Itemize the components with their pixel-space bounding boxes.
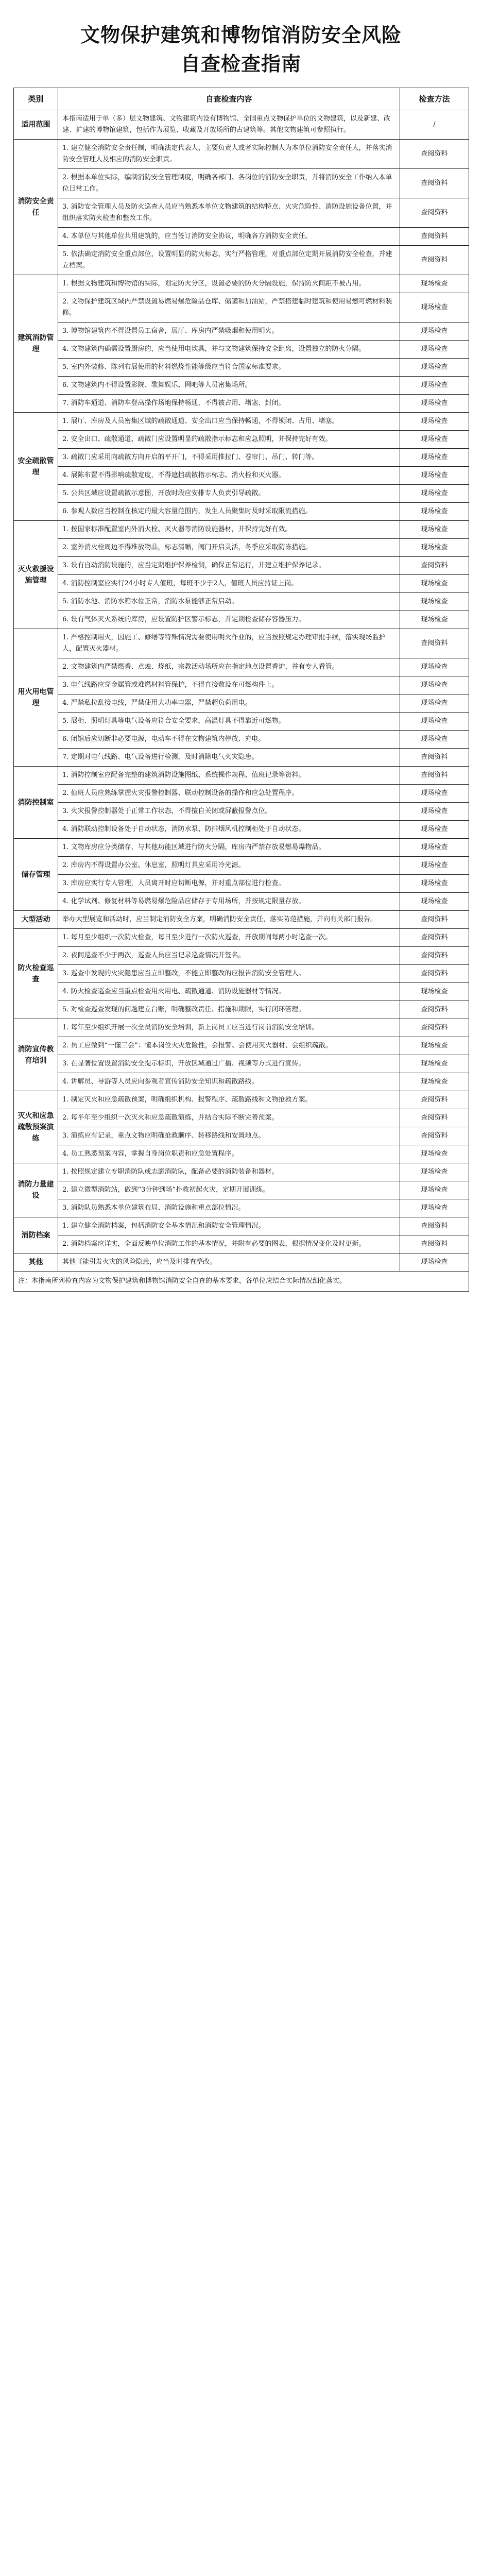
- table-row: [14, 1217, 469, 1235]
- table-row: [14, 1109, 469, 1127]
- check-content-cell: 2. 文物保护建筑区域内严禁设置易燃易爆危险品仓库、储罐和加油站，严禁搭建临时建筑和使用易燃可燃材料装修。: [58, 293, 400, 323]
- table-row: [14, 359, 469, 377]
- check-content-cell: 3. 库房应实行专人管理，人员离开时应切断电源，并对重点部位进行检查。: [58, 875, 400, 893]
- category-cell: 消防宣传教育培训: [14, 1019, 58, 1091]
- check-content-cell: 3. 在显著位置设置消防安全提示标识，开放区域通过广播、视频等方式进行宣传。: [58, 1055, 400, 1073]
- check-method-cell: 查阅资料: [400, 1109, 469, 1127]
- table-row: [14, 1001, 469, 1019]
- check-content-cell: 1. 展厅、库房及人员密集区域的疏散通道、安全出口应当保持畅通，不得锁闭、占用、堵塞。: [58, 413, 400, 431]
- table-row: [14, 875, 469, 893]
- check-method-cell: 现场检查: [400, 658, 469, 676]
- check-method-cell: 查阅资料: [400, 1235, 469, 1253]
- table-row: [14, 275, 469, 293]
- table-row: [14, 539, 469, 557]
- check-method-cell: 查阅资料: [400, 1091, 469, 1109]
- check-content-cell: 5. 消防水池、消防水箱水位正常，消防水泵能够正常启动。: [58, 593, 400, 611]
- check-content-cell: 举办大型展览和活动时，应当制定消防安全方案，明确消防安全责任，落实防范措施，并向有关部门报告。: [58, 911, 400, 929]
- page-title-line-2: 自查检查指南: [180, 52, 301, 75]
- check-content-cell: 4. 消防联动控制设备处于自动状态，消防水泵、防排烟风机控制柜处于自动状态。: [58, 821, 400, 839]
- table-row: [14, 713, 469, 731]
- check-content-cell: 3. 疏散门应采用向疏散方向开启的平开门，不得采用推拉门、卷帘门、吊门、转门等。: [58, 449, 400, 467]
- checklist-table: [13, 88, 469, 1292]
- check-method-cell: 现场检查: [400, 1253, 469, 1272]
- check-content-cell: 1. 按国家标准配置室内外消火栓、灭火器等消防设施器材，并保持完好有效。: [58, 521, 400, 539]
- check-content-cell: 2. 消防档案应详实，全面反映单位消防工作的基本情况，并附有必要的图表，根据情况变化及时更新。: [58, 1235, 400, 1253]
- check-content-cell: 2. 员工应做到“一懂三会”：懂本岗位火灾危险性，会报警、会使用灭火器材、会组织疏散。: [58, 1037, 400, 1055]
- note-text: 注：本指南所列检查内容为文物保护建筑和博物馆消防安全自查的基本要求，各单位应结合实际情况细化落实。: [14, 1272, 469, 1292]
- check-content-cell: 6. 文物建筑内不得设置影院、歌舞娱乐、网吧等人员密集场所。: [58, 377, 400, 395]
- check-method-cell: 现场检查: [400, 377, 469, 395]
- table-row: [14, 1145, 469, 1163]
- check-content-cell: 4. 消防控制室应实行24小时专人值班，每班不少于2人，值班人员应持证上岗。: [58, 575, 400, 593]
- category-cell: 消防控制室: [14, 767, 58, 839]
- category-cell: 灭火救援设施管理: [14, 521, 58, 629]
- category-cell: 消防力量建设: [14, 1163, 58, 1217]
- table-row: [14, 449, 469, 467]
- check-method-cell: /: [400, 110, 469, 140]
- header-content: 自查检查内容: [58, 88, 400, 110]
- check-method-cell: 现场检查: [400, 467, 469, 485]
- table-row: [14, 629, 469, 658]
- check-method-cell: 查阅资料: [400, 911, 469, 929]
- check-method-cell: 现场检查: [400, 341, 469, 359]
- table-row: [14, 395, 469, 413]
- table-row: [14, 1127, 469, 1145]
- check-content-cell: 其他可能引发火灾的风险隐患，应当及时排查整改。: [58, 1253, 400, 1272]
- table-row: [14, 467, 469, 485]
- table-row: [14, 1055, 469, 1073]
- check-content-cell: 1. 每年至少组织开展一次全员消防安全培训，新上岗员工应当进行岗前消防安全培训。: [58, 1019, 400, 1037]
- check-content-cell: 1. 制定灭火和应急疏散预案，明确组织机构、报警程序、疏散路线和文物抢救方案。: [58, 1091, 400, 1109]
- check-content-cell: 4. 讲解员、导游等人员应向参观者宣传消防安全知识和疏散路线。: [58, 1073, 400, 1091]
- table-row: [14, 1253, 469, 1272]
- check-content-cell: 3. 博物馆建筑内不得设置员工宿舍，展厅、库房内严禁吸烟和使用明火。: [58, 323, 400, 341]
- check-content-cell: 3. 演练应有记录，重点文物应明确抢救顺序、转移路线和安置地点。: [58, 1127, 400, 1145]
- table-row: [14, 110, 469, 140]
- check-method-cell: 现场检查: [400, 575, 469, 593]
- check-content-cell: 2. 室外消火栓周边不得堆放物品，标志清晰，阀门开启灵活，冬季应采取防冻措施。: [58, 539, 400, 557]
- check-content-cell: 4. 展陈布置不得影响疏散宽度，不得遮挡疏散指示标志、消火栓和灭火器。: [58, 467, 400, 485]
- table-row: [14, 767, 469, 785]
- check-content-cell: 3. 电气线路应穿金属管或难燃材料管保护，不得直接敷设在可燃构件上。: [58, 676, 400, 694]
- check-content-cell: 2. 夜间巡查不少于两次，巡查人员应当记录巡查情况并签名。: [58, 947, 400, 965]
- table-row: [14, 1019, 469, 1037]
- check-content-cell: 2. 根据本单位实际，编制消防安全管理制度，明确各部门、各岗位的消防安全职责，并将消防安全工作纳入本单位日常工作。: [58, 169, 400, 198]
- table-row: [14, 341, 469, 359]
- page-title: [13, 21, 469, 78]
- check-method-cell: 查阅资料: [400, 169, 469, 198]
- check-method-cell: 现场检查: [400, 1073, 469, 1091]
- check-content-cell: 3. 巡查中发现的火灾隐患应当立即整改，不能立即整改的应报告消防安全管理人。: [58, 965, 400, 983]
- page-title-line-1: 文物保护建筑和博物馆消防安全风险: [80, 23, 402, 46]
- check-content-cell: 5. 展柜、照明灯具等电气设备应符合安全要求，高温灯具不得靠近可燃物。: [58, 713, 400, 731]
- check-method-cell: 现场检查: [400, 1055, 469, 1073]
- table-row: [14, 1163, 469, 1181]
- table-row: [14, 503, 469, 521]
- table-row: [14, 821, 469, 839]
- table-row: [14, 676, 469, 694]
- check-method-cell: 现场检查: [400, 694, 469, 713]
- check-content-cell: 2. 建立微型消防站，做到“3分钟到场”扑救初起火灾，定期开展训练。: [58, 1181, 400, 1199]
- check-method-cell: 现场检查: [400, 395, 469, 413]
- table-row: [14, 575, 469, 593]
- check-content-cell: 2. 库房内不得设置办公室、休息室，照明灯具应采用冷光源。: [58, 857, 400, 875]
- check-method-cell: 现场检查: [400, 713, 469, 731]
- check-method-cell: 现场检查: [400, 785, 469, 803]
- check-method-cell: 查阅资料: [400, 749, 469, 767]
- check-method-cell: 现场检查: [400, 449, 469, 467]
- table-row: [14, 198, 469, 228]
- check-content-cell: 1. 建立健全消防档案，包括消防安全基本情况和消防安全管理情况。: [58, 1217, 400, 1235]
- check-content-cell: 1. 按照规定建立专职消防队或志愿消防队，配备必要的消防装备和器材。: [58, 1163, 400, 1181]
- check-method-cell: 现场检查: [400, 1181, 469, 1199]
- check-method-cell: 现场检查: [400, 1145, 469, 1163]
- table-row: [14, 431, 469, 449]
- table-row: [14, 1235, 469, 1253]
- check-method-cell: 现场检查: [400, 275, 469, 293]
- check-method-cell: 查阅资料: [400, 140, 469, 169]
- table-row: [14, 947, 469, 965]
- table-row: [14, 929, 469, 947]
- check-content-cell: 7. 消防车通道、消防车登高操作场地保持畅通，不得被占用、堵塞、封闭。: [58, 395, 400, 413]
- check-method-cell: 查阅资料: [400, 228, 469, 246]
- table-row: [14, 1199, 469, 1217]
- table-row: [14, 694, 469, 713]
- table-row: [14, 1091, 469, 1109]
- check-method-cell: 查阅资料: [400, 1217, 469, 1235]
- check-method-cell: 查阅资料: [400, 947, 469, 965]
- check-method-cell: 查阅资料: [400, 965, 469, 983]
- check-method-cell: 现场检查: [400, 1037, 469, 1055]
- table-row: [14, 857, 469, 875]
- check-content-cell: 6. 闭馆后应切断非必要电源，电动车不得在文物建筑内停放、充电。: [58, 731, 400, 749]
- table-row: [14, 593, 469, 611]
- check-method-cell: 查阅资料: [400, 557, 469, 575]
- table-row: [14, 521, 469, 539]
- check-method-cell: 现场检查: [400, 521, 469, 539]
- check-method-cell: 现场检查: [400, 359, 469, 377]
- check-content-cell: 4. 化学试剂、修复材料等易燃易爆危险品应储存于专用场所，并按规定限量存放。: [58, 893, 400, 911]
- table-row: [14, 413, 469, 431]
- check-method-cell: 现场检查: [400, 611, 469, 629]
- check-method-cell: 现场检查: [400, 485, 469, 503]
- check-method-cell: 查阅资料: [400, 198, 469, 228]
- table-row: [14, 140, 469, 169]
- category-cell: 储存管理: [14, 839, 58, 911]
- category-cell: 消防档案: [14, 1217, 58, 1253]
- check-content-cell: 6. 参观人数应当控制在核定的最大容量范围内，发生人员聚集时及时采取限流措施。: [58, 503, 400, 521]
- check-content-cell: 5. 依法确定消防安全重点部位，设置明显的防火标志，实行严格管理，对重点部位定期开展消防安全检查，并建立档案。: [58, 246, 400, 275]
- check-method-cell: 查阅资料: [400, 929, 469, 947]
- check-method-cell: 查阅资料: [400, 767, 469, 785]
- check-content-cell: 3. 消防安全管理人员及防火巡查人员应当熟悉本单位文物建筑的结构特点、火灾危险性、消防设施设备位置，并组织落实防火检查和整改工作。: [58, 198, 400, 228]
- category-cell: 安全疏散管理: [14, 413, 58, 521]
- table-row: [14, 839, 469, 857]
- check-method-cell: 查阅资料: [400, 1019, 469, 1037]
- check-method-cell: 现场检查: [400, 676, 469, 694]
- category-cell: 其他: [14, 1253, 58, 1272]
- table-row: [14, 893, 469, 911]
- check-method-cell: 现场检查: [400, 593, 469, 611]
- check-content-cell: 5. 公共区域应设置疏散示意图，开放时段应安排专人负责引导疏散。: [58, 485, 400, 503]
- check-content-cell: 5. 对检查巡查发现的问题建立台账，明确整改责任、措施和期限，实行闭环管理。: [58, 1001, 400, 1019]
- check-content-cell: 4. 本单位与其他单位共用建筑的，应当签订消防安全协议，明确各方消防安全责任。: [58, 228, 400, 246]
- category-cell: 防火检查巡查: [14, 929, 58, 1019]
- check-content-cell: 4. 严禁私拉乱接电线，严禁使用大功率电器，严禁超负荷用电。: [58, 694, 400, 713]
- check-content-cell: 4. 防火检查巡查应当重点检查用火用电、疏散通道、消防设施器材等情况。: [58, 983, 400, 1001]
- check-content-cell: 1. 严格控制用火，因施工、修缮等特殊情况需要使用明火作业的，应当按照规定办理审批手续，落实现场监护人，配置灭火器材。: [58, 629, 400, 658]
- check-method-cell: 现场检查: [400, 413, 469, 431]
- table-row: [14, 749, 469, 767]
- table-row: [14, 1037, 469, 1055]
- table-row: [14, 611, 469, 629]
- check-method-cell: 现场检查: [400, 323, 469, 341]
- check-content-cell: 3. 消防队员熟悉本单位建筑布局、消防设施和重点部位情况。: [58, 1199, 400, 1217]
- category-cell: 用火用电管理: [14, 629, 58, 767]
- check-method-cell: 现场检查: [400, 431, 469, 449]
- check-content-cell: 1. 根据文物建筑和博物馆的实际，划定防火分区，设置必要的防火分隔设施，保持防火间距不被占用。: [58, 275, 400, 293]
- check-method-cell: 现场检查: [400, 503, 469, 521]
- table-row: [14, 377, 469, 395]
- category-cell: 消防安全责任: [14, 140, 58, 275]
- check-method-cell: 现场检查: [400, 821, 469, 839]
- check-content-cell: 6. 设有气体灭火系统的库房，应设置防护区警示标志，并定期检查储存容器压力。: [58, 611, 400, 629]
- table-row: [14, 1073, 469, 1091]
- table-row: [14, 785, 469, 803]
- table-row: [14, 965, 469, 983]
- check-content-cell: 1. 建立健全消防安全责任制，明确法定代表人、主要负责人或者实际控制人为本单位消防安全责任人，并落实消防安全管理人及相应的消防安全职责。: [58, 140, 400, 169]
- check-content-cell: 1. 文物库房应分类储存，与其他功能区域进行防火分隔，库房内严禁存放易燃易爆物品。: [58, 839, 400, 857]
- check-content-cell: 2. 安全出口、疏散通道、疏散门应设置明显的疏散指示标志和应急照明，并保持完好有效。: [58, 431, 400, 449]
- check-method-cell: 查阅资料: [400, 1127, 469, 1145]
- check-content-cell: 1. 消防控制室应配备完整的建筑消防设施图纸、系统操作规程、值班记录等资料。: [58, 767, 400, 785]
- table-row: [14, 557, 469, 575]
- check-method-cell: 现场检查: [400, 893, 469, 911]
- table-row: [14, 803, 469, 821]
- table-row: [14, 911, 469, 929]
- check-method-cell: 现场检查: [400, 539, 469, 557]
- check-content-cell: 本指南适用于单（多）层文物建筑、文物建筑内设有博物馆、全国重点文物保护单位的文物建筑，以及新建、改建、扩建的博物馆建筑，包括作为展览、收藏及开放场所的古建筑等。其他文物建筑可参照执行。: [58, 110, 400, 140]
- check-method-cell: 查阅资料: [400, 1001, 469, 1019]
- check-content-cell: 7. 定期对电气线路、电气设备进行检测，及时消除电气火灾隐患。: [58, 749, 400, 767]
- check-method-cell: 查阅资料: [400, 629, 469, 658]
- table-row: [14, 983, 469, 1001]
- category-cell: 建筑消防管理: [14, 275, 58, 413]
- table-row: [14, 246, 469, 275]
- check-method-cell: 现场检查: [400, 803, 469, 821]
- table-row: [14, 1181, 469, 1199]
- table-row: [14, 228, 469, 246]
- check-content-cell: 5. 室内外装修、陈列布展使用的材料燃烧性能等级应当符合国家标准要求。: [58, 359, 400, 377]
- check-content-cell: 1. 每月至少组织一次防火检查，每日至少进行一次防火巡查，开放期间每两小时巡查一次。: [58, 929, 400, 947]
- check-content-cell: 2. 文物建筑内严禁燃香、点烛、烧纸，宗教活动场所应在指定地点设置香炉，并有专人看管。: [58, 658, 400, 676]
- check-content-cell: 4. 文物建筑内确需设置厨房的，应当使用电炊具，并与文物建筑保持安全距离，设置独立的防火分隔。: [58, 341, 400, 359]
- check-method-cell: 现场检查: [400, 731, 469, 749]
- header-method: 检查方法: [400, 88, 469, 110]
- check-content-cell: 2. 每半年至少组织一次灭火和应急疏散演练，并结合实际不断完善预案。: [58, 1109, 400, 1127]
- checklist-body: [14, 110, 469, 1292]
- check-method-cell: 现场检查: [400, 1163, 469, 1181]
- table-row: [14, 169, 469, 198]
- check-content-cell: 2. 值班人员应熟练掌握火灾报警控制器、联动控制设备的操作和应急处置程序。: [58, 785, 400, 803]
- check-method-cell: 现场检查: [400, 293, 469, 323]
- table-row: [14, 658, 469, 676]
- table-header-row: [14, 88, 469, 110]
- check-method-cell: 现场检查: [400, 1199, 469, 1217]
- table-row: [14, 323, 469, 341]
- category-cell: 大型活动: [14, 911, 58, 929]
- table-row: [14, 485, 469, 503]
- check-content-cell: 3. 火灾报警控制器处于正常工作状态，不得擅自关闭或屏蔽报警点位。: [58, 803, 400, 821]
- check-method-cell: 现场检查: [400, 983, 469, 1001]
- check-method-cell: 现场检查: [400, 875, 469, 893]
- table-row: [14, 731, 469, 749]
- table-row: [14, 293, 469, 323]
- category-cell: 适用范围: [14, 110, 58, 140]
- header-category: 类别: [14, 88, 58, 110]
- note-row: [14, 1272, 469, 1292]
- check-content-cell: 3. 设有自动消防设施的，应当定期维护保养检测，确保正常运行，并建立维护保养记录。: [58, 557, 400, 575]
- category-cell: 灭火和应急疏散预案演练: [14, 1091, 58, 1163]
- check-content-cell: 4. 员工熟悉预案内容，掌握自身岗位职责和应急处置程序。: [58, 1145, 400, 1163]
- check-method-cell: 现场检查: [400, 839, 469, 857]
- check-method-cell: 查阅资料: [400, 246, 469, 275]
- check-method-cell: 现场检查: [400, 857, 469, 875]
